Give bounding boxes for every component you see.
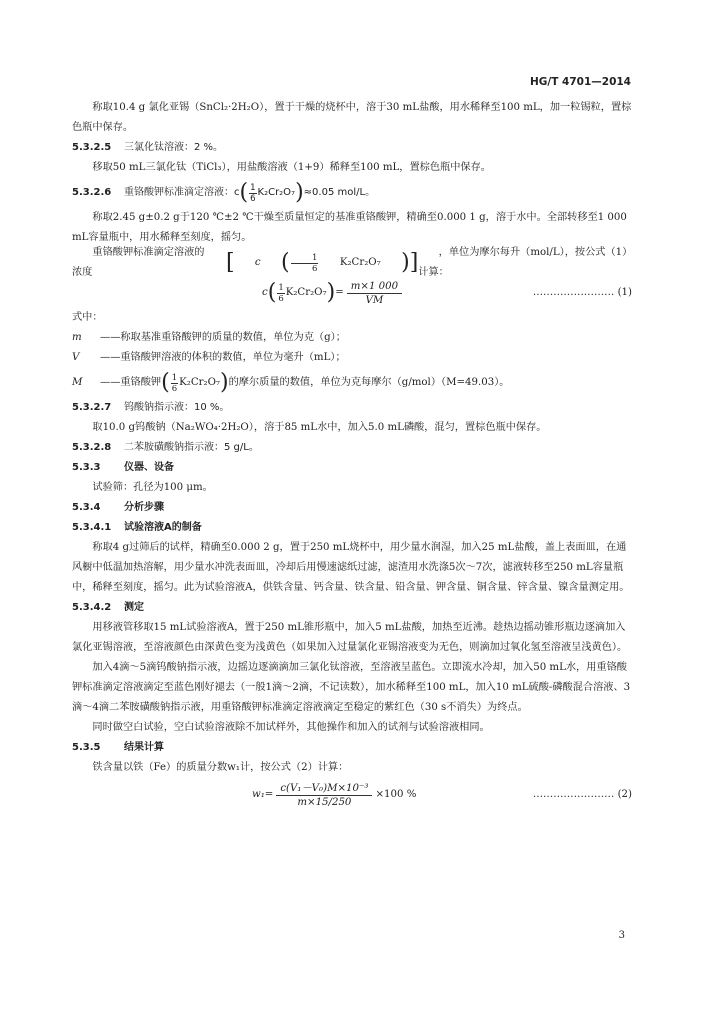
heading-5-3-4-1: 5.3.4.1 试验溶液A的制备 bbox=[72, 522, 202, 533]
paragraph-measure-1: 用移液管移取15 mL试验溶液A，置于250 mL锥形瓶中，加入5 mL盐酸，加热至近沸。趁热边摇动锥形瓶边逐滴加入氯化亚锡溶液，至溶液颜色由深黄色变为浅黄色（如果加入过量氯化亚锡溶液变为无色，则滴加过氧化氢至溶液呈浅黄色）。 bbox=[72, 622, 628, 653]
paragraph-measure-2: 加入4滴～5滴钨酸钠指示液，边摇边逐滴滴加三氯化钛溶液，至溶液呈蓝色。立即流水冷却，加入50 mL水，用重铬酸钾标准滴定溶液滴定至蓝色刚好褪去（一般1滴～2滴，不记读数），加水稀释至100 mL，加入10 mL硫酸-磷酸混合溶液、3滴～4滴二苯胺磺酸钠指示液，用重铬酸钾标准滴定溶液滴定至稳定的紫红色（30 s不消失）为终点。 bbox=[72, 662, 631, 713]
heading-5-3-4-2: 5.3.4.2 测定 bbox=[72, 602, 144, 613]
standard-code: HG/T 4701—2014 bbox=[529, 76, 631, 88]
paragraph-concentration: 重铬酸钾标准滴定溶液的浓度 [ c ( $\frac{1}{6}$ K₂Cr₂O₇ )] ，单位为摩尔每升（mol/L），按公式（1）计算： bbox=[72, 247, 628, 278]
paragraph-na2wo4: 取10.0 g钨酸钠（Na₂WO₄·2H₂O），溶于85 mL水中，加入5.0 mL磷酸，混匀，置棕色瓶中保存。 bbox=[92, 422, 547, 433]
paragraph-sncl2: 称取10.4 g 氯化亚锡（SnCl₂·2H₂O），置于干燥的烧杯中，溶于30 mL盐酸，用水稀释至100 mL，加一粒锡粒，置棕色瓶中保存。 bbox=[72, 102, 632, 133]
document-body bbox=[72, 98, 632, 812]
heading-5-3-2-6: 5.3.2.6 重铬酸钾标准滴定溶液：c ( $\frac{1}{6}$ K₂Cr₂O₇ ) ≈0.05 mol/L。 bbox=[72, 180, 376, 205]
heading-5-3-2-7: 5.3.2.7 钨酸钠指示液：10 %。 bbox=[72, 402, 230, 413]
heading-5-3-5: 5.3.5 结果计算 bbox=[72, 742, 164, 753]
heading-5-3-4: 5.3.4 分析步骤 bbox=[72, 502, 164, 513]
formula-1: c ( $\frac{1}{6}$ K₂Cr₂O₇ ) = $\frac{m\times 1 000}{VM}$ …………………… (1) bbox=[262, 280, 632, 306]
where-label: 式中： bbox=[72, 312, 103, 323]
paragraph-sieve: 试验筛：孔径为100 μm。 bbox=[92, 482, 213, 493]
paragraph-k2cr2o7: 称取2.45 g±0.2 g于120 ℃±2 ℃干燥至质量恒定的基准重铬酸钾，精确至0.000 1 g，溶于水中。全部转移至1 000 mL容量瓶中，用水稀释至刻度，摇匀。 bbox=[72, 212, 627, 243]
paragraph-preparation: 称取4 g过筛后的试样，精确至0.000 2 g，置于250 mL烧杯中，用少量水润湿，加入25 mL盐酸，盖上表面皿，在通风橱中低温加热溶解，用少量水冲洗表面皿，冷却后用慢速滤纸过滤，滤渣用水洗涤5次～7次，滤液转移至250 mL容量瓶中，稀释至刻度，摇匀。此为试验溶液A，供铁含量、钙含量、铁含量、铅含量、钾含量、铜含量、锌含量、镍含量测定用。 bbox=[72, 542, 630, 593]
paragraph-ticl3: 移取50 mL三氯化钛（TiCl₃），用盐酸溶液（1+9）稀释至100 mL，置棕色瓶中保存。 bbox=[92, 162, 491, 173]
heading-5-3-2-5: 5.3.2.5 三氯化钛溶液：2 %。 bbox=[72, 142, 224, 153]
paragraph-result: 铁含量以铁（Fe）的质量分数w₁计，按公式（2）计算： bbox=[92, 762, 349, 773]
heading-5-3-3: 5.3.3 仪器、设备 bbox=[72, 462, 174, 473]
def-m: m ——称取基准重铬酸钾的质量的数值，单位为克（g）； bbox=[72, 332, 346, 343]
page-number: 3 bbox=[618, 930, 625, 941]
def-M: M ——重铬酸钾 ( $\frac{1}{6}$ K₂Cr₂O₇ ) 的摩尔质量的数值，单位为克每摩尔（g/mol）（M=49.03）。 bbox=[72, 370, 510, 395]
paragraph-blank: 同时做空白试验，空白试验溶液除不加试样外，其他操作和加入的试剂与试验溶液相同。 bbox=[92, 722, 490, 733]
heading-5-3-2-8: 5.3.2.8 二苯胺磺酸钠指示液：5 g/L。 bbox=[72, 442, 259, 453]
def-v: V ——重铬酸钾溶液的体积的数值，单位为毫升（mL）； bbox=[72, 352, 346, 363]
formula-2: w₁= $\frac{\text{c(V₁－V₀)M×10⁻³}}{m\times 15/250}$ ×100 % …………………… (2) bbox=[252, 782, 632, 808]
definitions bbox=[72, 328, 632, 398]
